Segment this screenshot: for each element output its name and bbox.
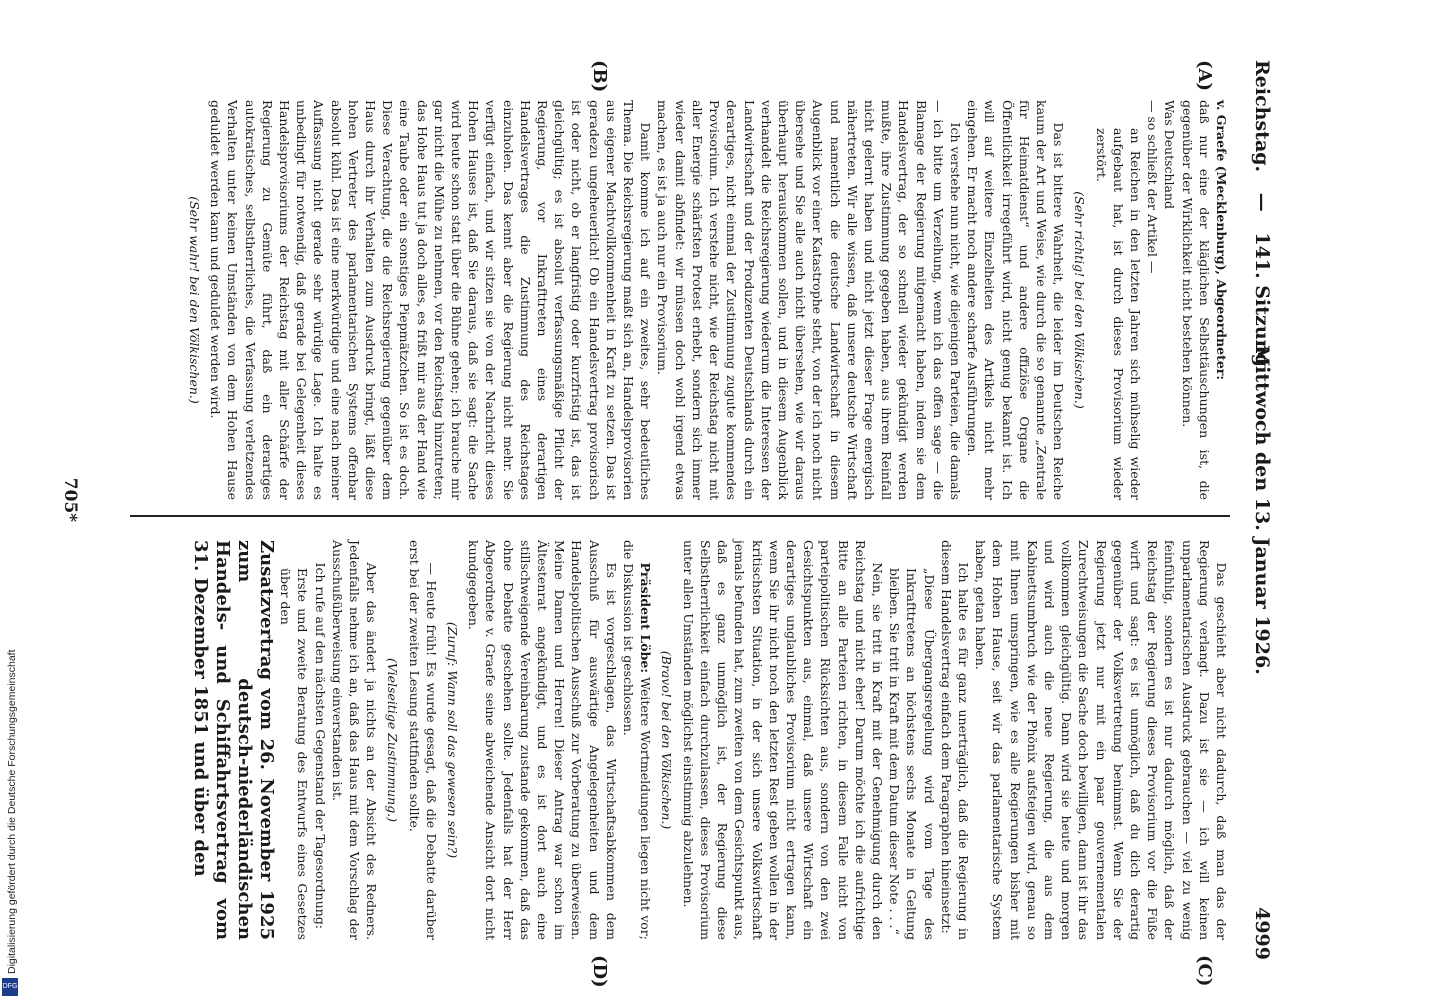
quoted-passage: an Reichen in den letzten Jahren sich mühselig wieder aufgebaut hat, ist durch dieses Provisorium wieder zerstört. [1093, 128, 1143, 500]
interjection: (Zuruf: Wann soll das gewesen sein?) [445, 621, 461, 859]
paragraph: Es ist vorgeschlagen, das Wirtschaftsabkommen dem Ausschuß für auswärtige Angelegenheiten und dem Handelspolitischen Ausschuß zur Vorberatung zu überweisen. Meine Damen und Herren! Dieser Antrag war schon im Ältestenrat angekündigt, und es ist dort auch eine stillschweigende Vereinbarung zustande gekommen, daß das ohne Debatte geschehen sollte. Jedenfalls hat der Herr Abgeordnete v. Graefe seine abweichende Ansicht dort nicht kundgegeben. [466, 540, 619, 940]
header-date-text: Mittwoch den 13. Januar 1926. [1251, 345, 1273, 675]
paragraph: Das geschieht aber nicht dadurch, daß man das der Regierung verlangt. Dazu ist sie — ich will keinen unparlamentarischen Ausdruck gebrauchen — viel zu wenig feinfühlig, sondern es ist nur dadurch möglich, daß der Reichstag der Regierung dieses Provisorium vor die Füße wirft und sagt: es ist unmöglich, daß du dich derartig gegenüber der Volksvertretung benimmst. Wenn Sie der Regierung jetzt nur mit ein paar gouvernementalen Zurechtweisungen die Sache doch bewilligen, dann ist ihr das vollkommen gleichgültig. Dann wird sie heute und morgen und wird auch die neue Regierung, die aus dem Kabinettsumbruch wie der Phönix aufsteigen wird, genau so mit Ihnen umspringen, wie es alle Regierungen bisher mit dem Hohen Hause, seit wir das parlamentarische System haben, getan haben. [973, 540, 1229, 940]
paragraph: Damit komme ich auf ein zweites, sehr bedeutliches Thema. Die Reichsregierung maßt sich an, Handelsprovisorien aus eigener Machtvollkommenheit in Kraft zu setzen. Das ist geradezu ungeheuerlich! Ob ein Handelsvertrag provisorisch ist oder nicht, ob er langfristig oder kurzfristig ist, das ist gleichgültig; es ist absolut verfassungsmäßige Pflicht der Regierung, vor Inkrafttreten eines derartigen Handelsvertrages die Zustimmung des Reichstages einzuholen. Das kennt aber die Regierung nicht mehr. Sie verfügt einfach, und wir sitzen sie von der Nachricht dieses Hohen Hauses ist, daß Sie daraus, daß sie sagt: die Sache wird heute schon statt über die Bühne gehen; ich brauche mir gar nicht die Mühe zu nehmen, vor den Reichstag hinzutreten; das Hohe Haus tut ja doch alles, es frißt mir aus der Hand wie eine Taube oder ein sonstiges Piepmätzchen. So ist es doch. Diese Verachtung, die die Reichsregierung gegenüber dem Haus durch ihr Verhalten zum Ausdruck bringt, läßt diese hohen Vertreter des parlamentarischen Systems offenbar absolut kühl. Das ist eine merkwürdige und eine nach meiner Auffassung nicht gerade sehr würdige Lage. Ich halte es unbedingt für notwendig, daß gerade bei Gelegenheit dieses Handelsprovisoriums der Reichstag mit aller Schärfe der Regierung zu Gemüte führt, daß ein derartiges autokratisches, selbstherrliches, die Verfassung verletzendes Verhalten unter keinen Umständen von dem Hohen Hause geduldet werden kann und geduldet werden wird. [208, 100, 654, 500]
paragraph: Ich rufe auf den nächsten Gegenstand der Tagesordnung: [312, 562, 328, 930]
paragraph: Ich verstehe nun nicht, wie diejenigen Parteien, die damals — ich bitte um Verzeihung, wenn ich das offen sage — die Blamage der Regierung mitgemacht haben, indem sie dem Handelsvertrag, der so schnell wieder gekündigt werden mußte, ihre Zustimmung gegeben haben, aus ihrem Reinfall nicht gelernt haben und nicht jetzt dieser Frage energisch nähertreten. Wir alle wissen, daß unsere deutsche Wirtschaft und namentlich die deutsche Landwirtschaft in diesem Augenblick vor einer Katastrophe steht, von der ich noch nicht übersehe und Sie alle auch nicht übersehen, wie wir daraus überhaupt herauskommen sollen, und in diesem Augenblick verhandelt die Reichsregierung wiederum die Interessen der Landwirtschaft und der Produzenten Deutschlands durch ein derartiges, nicht einmal der Zustimmung zugute kommendes Provisorium. Ich verstehe nicht, wie der Reichstag nicht mit aller Energie schärfsten Protest erhebt, sondern sich immer wieder damit abfindet: wir müssen doch wohl irgend etwas machen, es ist ja auch nur ein Provisorium. [655, 100, 963, 500]
speech-paragraph [620, 540, 654, 940]
speaker-name: Präsident Löbe: [638, 562, 654, 673]
rotated-page [40, 0, 1300, 1000]
interjection: (Bravo! bei den Völkischen.) [659, 650, 675, 830]
column-divider [130, 515, 1230, 517]
dfg-logo-icon: DFG [2, 978, 18, 996]
speech-text: Weitere Wortmeldungen liegen nicht vor; die Diskussion ist geschlossen. [621, 540, 654, 940]
paragraph: Aber das ändert ja nichts an der Absicht des Redners. Jedenfalls nehme ich an, daß das Haus mit dem Vorschlag der Ausschußüberweisung einverstanden ist. [329, 540, 380, 940]
paragraph: Nein, sie tritt in Kraft mit der Genehmigung durch den Reichstag und nicht eher! Darum möchte ich die aufrichtige Bitte an alle Parteien richten, in diesem Falle nicht von parteipolitischen Rücksichten aus, sondern von den zwei Gesichtspunkten aus, einmal, daß unsere Wirtschaft ein derartiges unglaubliches Provisorium nicht ertragen kann, wenn Sie ihr nicht noch den letzten Rest geben wollen in der kritischsten Situation, in der sich unsere Volkswirtschaft jemals befunden hat, zum zweiten von dem Gesichtspunkt aus, daß es ganz unmöglich ist, der Regierung diese Selbstherrlichkeit einfach durchzulassen, dieses Provisorium unter allen Umständen möglichst einstimmig abzulehnen. [680, 540, 885, 940]
digitization-strip [0, 0, 24, 1000]
left-column [182, 100, 1230, 500]
text-line: daß nur eine der kläglichen Selbsttäuschungen ist, die gegenüber der Wirklichkeit nicht bestehen können. [1179, 100, 1212, 500]
digitization-credit: Digitalisierung gefördert durch die Deutsche Forschungsgemeinschaft [6, 649, 18, 974]
paragraph: — Heute früh! Es wurde gesagt, daß die Debatte darüber erst bei der zweiten Lesung stattfinden sollte. [406, 540, 439, 940]
paragraph: Das ist bittere Wahrheit, die leider im Deutschen Reiche kaum der Art und Weise, wie durch die so genannte „Zentrale für Heimatdienst“ und andere offiziöse Organe die Öffentlichkeit irregeführt wird, nicht genug bekannt ist. Ich will auf weitere Einzelheiten des Artikels nicht mehr eingehen. Er macht noch andere scharfe Ausführungen. [965, 100, 1067, 500]
right-column [189, 540, 1230, 940]
page-footer: 705* [60, 477, 80, 523]
quoted-passage: „Diese Übergangsregelung wird vom Tage des Inkrafttretens an höchstens sechs Monate in Geltung bleiben. Sie tritt in Kraft mit dem Datum dieser Note . . .“ [887, 568, 937, 940]
paragraph: Ich halte es für ganz unerträglich, daß die Regierung in diesem Handelsvertrag einfach dem Paragraphen hineinsetzt: [938, 540, 971, 940]
header-date [1251, 60, 1273, 960]
header-title: Reichstag. [1251, 60, 1273, 173]
speaker-name: v. Graefe (Mecklenburg), Abgeordneter: [1214, 100, 1229, 381]
interjection: (Vielseitige Zustimmung.) [385, 657, 401, 823]
margin-label-b: (B) [589, 60, 610, 93]
margin-label-a: (A) [1194, 60, 1215, 91]
text-line: — so schließt der Artikel — [1145, 100, 1161, 274]
margin-label-d: (D) [589, 955, 610, 988]
header-separator: — [1251, 192, 1273, 212]
interjection: (Sehr richtig! bei den Völkischen.) [1072, 191, 1088, 409]
margin-label-c: (C) [1194, 955, 1215, 987]
page-header [1242, 60, 1282, 960]
text-line: Was Deutschland [1162, 100, 1178, 210]
page-number: 4999 [1251, 907, 1273, 960]
interjection: (Sehr wahr! bei den Völkischen.) [187, 196, 203, 404]
quoted-passage: Erste und zweite Beratung des Entwurfs eines Gesetzes über den [278, 568, 311, 940]
agenda-heading: Zusatzvertrag vom 26. November 1925 zum deutsch-niederländischen Handels- und Schiffahrtsvertrag vom 31. Dezember 1851 und über den [190, 540, 278, 940]
header-session: 141. Sitzung. [1251, 232, 1273, 374]
